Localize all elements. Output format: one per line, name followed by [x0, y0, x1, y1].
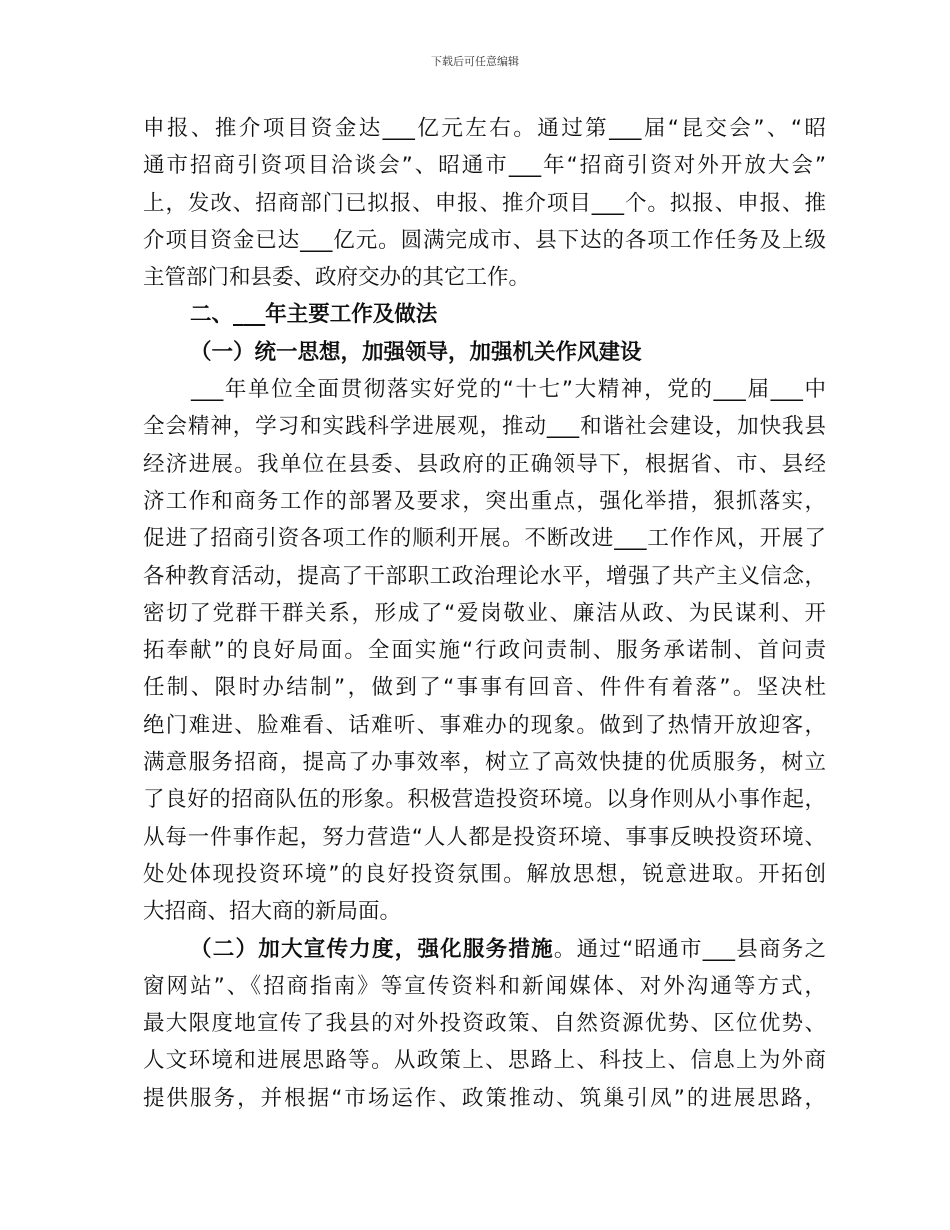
paragraph-3: [143, 931, 826, 1117]
text-line: 拓奉献”的良好局面。全面实施“行政问责制、服务承诺制、首问责: [143, 638, 826, 664]
text-line: 主管部门和县委、政府交办的其它工作。: [143, 265, 531, 291]
text-line: 从每一件事作起，努力营造“人人都是投资环境、事事反映投资环境、: [143, 824, 826, 850]
subsection-heading-inline: （二）加大宣传力度，强化服务措施: [190, 936, 554, 962]
text-line: 最大限度地宣传了我县的对外投资政策、自然资源优势、区位优势、: [143, 1011, 826, 1037]
text-line: 济工作和商务工作的部署及要求，突出重点，强化举措，狠抓落实，: [143, 488, 826, 514]
text-line: 介项目资金已达___亿元。圆满完成市、县下达的各项工作任务及上级: [143, 227, 826, 253]
text-line: 绝门难进、脸难看、话难听、事难办的现象。做到了热情开放迎客，: [143, 712, 826, 738]
text-line: 人文环境和进展思路等。从政策上、思路上、科技上、信息上为外商: [143, 1048, 826, 1074]
text-line: 通市招商引资项目洽谈会”、昭通市___年“招商引资对外开放大会”: [143, 153, 826, 179]
text-line: 上，发改、招商部门已拟报、申报、推介项目___个。拟报、申报、推: [143, 190, 826, 216]
section-heading: 二、___年主要工作及做法: [190, 302, 438, 328]
text-line: 任制、限时办结制”，做到了“事事有回音、件件有着落”。坚决杜: [143, 675, 826, 701]
text-line: 提供服务，并根据“市场运作、政策推动、筑巢引凤”的进展思路，: [143, 1085, 826, 1111]
text-line: 促进了招商引资各项工作的顺利开展。不断改进___工作作风，开展了: [143, 526, 826, 552]
text-line: 全会精神，学习和实践科学进展观，推动___和谐社会建设，加快我县: [143, 414, 826, 440]
paragraph-1: [143, 110, 826, 296]
text-line: [143, 931, 826, 968]
page-header-note: 下载后可任意编辑: [431, 55, 519, 68]
text-line: 申报、推介项目资金达___亿元左右。通过第___届“昆交会”、“昭: [143, 116, 826, 141]
subsection-heading: （一）统一思想，加强领导，加强机关作风建设: [190, 339, 642, 365]
text-line: 各种教育活动，提高了干部职工政治理论水平，增强了共产主义信念，: [143, 563, 826, 589]
text-line: 处处体现投资环境”的良好投资氛围。解放思想，锐意进取。开拓创: [143, 861, 826, 887]
text-span: 。通过“昭通市___县商务之: [553, 936, 826, 962]
text-line: 大招商、招大商的新局面。: [143, 899, 402, 925]
document-body: [143, 110, 826, 1117]
text-line: 密切了党群干群关系，形成了“爱岗敬业、廉洁从政、为民谋利、开: [143, 600, 826, 626]
text-line: 窗网站”、《招商指南》等宣传资料和新闻媒体、对外沟通等方式，: [143, 973, 826, 999]
text-line: 满意服务招商，提高了办事效率，树立了高效快捷的优质服务，树立: [143, 750, 826, 776]
text-line: 经济进展。我单位在县委、县政府的正确领导下，根据省、市、县经: [143, 451, 826, 477]
text-line: ___年单位全面贯彻落实好党的“十七”大精神，党的___届___中: [191, 377, 826, 403]
text-line: 了良好的招商队伍的形象。积极营造投资环境。以身作则从小事作起，: [143, 787, 826, 813]
paragraph-2: [143, 371, 826, 930]
